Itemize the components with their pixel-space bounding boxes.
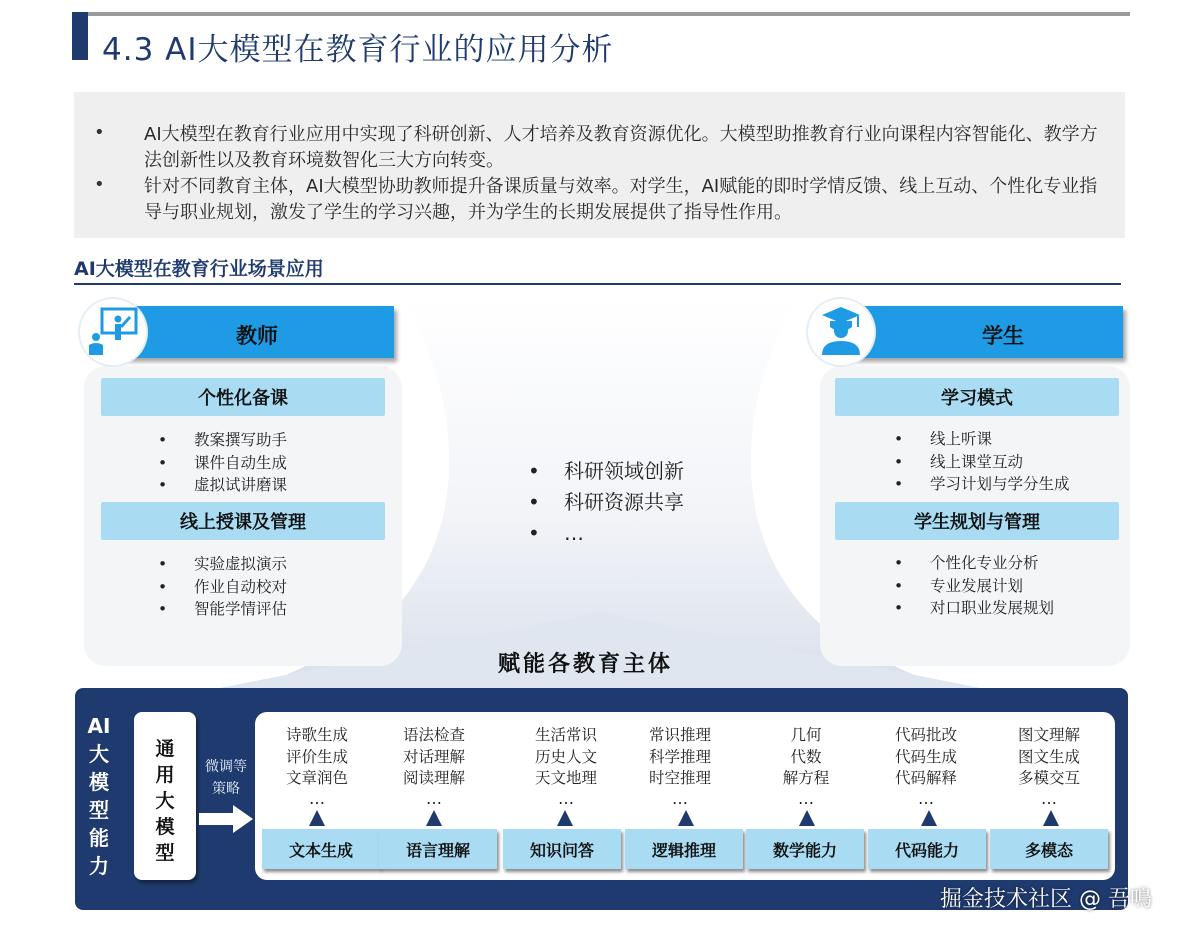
triangle-up-icon xyxy=(678,810,694,826)
summary-box: • AI大模型在教育行业应用中实现了科研创新、人才培养及教育资源优化。大模型助推教育行业向课程内容智能化、教学方法创新性以及教育环境数智化三大方向转变。 • 针对不同教育主体，AI大模型协助教师提升备课质量与效率。对学生，AI赋能的即时学情反馈、线上互动、个性化专业指导与职业规划，激发了学生的学习兴趣，并为学生的长期发展提供了指导性作用。 xyxy=(74,92,1125,238)
capability-label: 逻辑推理 xyxy=(625,829,743,869)
capability-side-label: AI 大 模 型 能 力 xyxy=(87,714,111,878)
list-item: • 科研资源共享 xyxy=(528,490,684,514)
ellipsis: … xyxy=(309,789,325,808)
teacher-group-list xyxy=(158,553,287,621)
general-model-box: 通 用 大 模 型 xyxy=(134,712,196,880)
teacher-label: 教师 xyxy=(236,324,278,348)
ellipsis: … xyxy=(672,789,688,808)
list-item: • 作业自动校对 xyxy=(158,577,288,596)
ellipsis: … xyxy=(918,789,934,808)
capability-label: 多模态 xyxy=(990,829,1108,869)
student-icon-circle xyxy=(808,299,874,365)
capability-label: 语言理解 xyxy=(379,829,497,869)
ellipsis: … xyxy=(798,789,814,808)
list-item: • … xyxy=(528,521,584,545)
capability-examples: 代码批改 代码生成 代码解释 xyxy=(894,726,957,787)
student-group-list xyxy=(894,552,1054,620)
watermark: 掘金技术社区 @ 吾鳴 xyxy=(940,887,1152,912)
list-item: • 线上听课 xyxy=(894,430,993,448)
teacher-group-heading: 线上授课及管理 xyxy=(101,502,385,540)
capability-examples: 图文理解 图文生成 多模交互 xyxy=(1017,726,1080,787)
student-group-heading: 学习模式 xyxy=(835,378,1119,416)
capability-label: 文本生成 xyxy=(262,829,380,869)
list-item: • 专业发展计划 xyxy=(894,576,1024,595)
student-label: 学生 xyxy=(982,324,1024,348)
student-group-list xyxy=(894,428,1070,496)
list-item: • 科研领域创新 xyxy=(528,459,684,483)
section-title: AI大模型在教育行业场景应用 xyxy=(74,258,324,280)
capability-label: 数学能力 xyxy=(746,829,864,869)
student-group-heading: 学生规划与管理 xyxy=(835,502,1119,540)
capability-label: 代码能力 xyxy=(868,829,986,869)
triangle-up-icon xyxy=(309,810,325,826)
ellipsis: … xyxy=(1041,789,1057,808)
ellipsis: … xyxy=(558,789,574,808)
capability-examples: 几何 代数 解方程 xyxy=(782,726,830,787)
arrow-right-icon xyxy=(197,803,257,835)
list-item: • 智能学情评估 xyxy=(158,600,288,618)
teacher-group-list xyxy=(158,429,287,497)
student-role-bar xyxy=(838,306,1123,358)
ellipsis: … xyxy=(426,789,442,808)
triangle-up-icon xyxy=(557,810,573,826)
triangle-up-icon xyxy=(921,810,937,826)
list-item: • 教案撰写助手 xyxy=(158,431,288,449)
list-item: • 实验虚拟演示 xyxy=(158,555,288,573)
strategy-label: 微调等 策略 xyxy=(205,759,247,797)
list-item: • 学习计划与学分生成 xyxy=(894,475,1070,493)
list-item: • 课件自动生成 xyxy=(158,453,288,472)
capability-examples: 诗歌生成 评价生成 文章润色 xyxy=(285,726,348,787)
page-title: 4.3 AI大模型在教育行业的应用分析 xyxy=(102,32,614,68)
triangle-up-icon xyxy=(426,810,442,826)
list-item: • 虚拟试讲磨课 xyxy=(158,476,288,494)
research-list xyxy=(528,456,684,549)
teacher-blackboard-icon xyxy=(80,299,146,365)
capability-label: 知识问答 xyxy=(503,829,621,869)
capability-examples: 生活常识 历史人文 天文地理 xyxy=(534,726,597,787)
list-item: • 线上课堂互动 xyxy=(894,452,1024,471)
teacher-icon-circle xyxy=(80,299,146,365)
triangle-up-icon xyxy=(799,810,815,826)
summary-bullet-text: 针对不同教育主体，AI大模型协助教师提升备课质量与效率。对学生，AI赋能的即时学情反馈、线上互动、个性化专业指导与职业规划，激发了学生的学习兴趣，并为学生的长期发展提供了指导性作用。 xyxy=(144,176,1098,223)
list-item: • 对口职业发展规划 xyxy=(894,599,1055,617)
summary-bullet-text: AI大模型在教育行业应用中实现了科研创新、人才培养及教育资源优化。大模型助推教育行业向课程内容智能化、教学方法创新性以及教育环境数智化三大方向转变。 xyxy=(144,124,1098,171)
triangle-up-icon xyxy=(1043,810,1059,826)
teacher-group-heading: 个性化备课 xyxy=(101,378,385,416)
empower-title: 赋能各教育主体 xyxy=(498,652,674,677)
list-item: • 个性化专业分析 xyxy=(894,554,1039,572)
graduate-cap-icon xyxy=(808,299,874,365)
capability-examples: 语法检查 对话理解 阅读理解 xyxy=(402,726,465,787)
capability-examples: 常识推理 科学推理 时空推理 xyxy=(648,726,711,787)
